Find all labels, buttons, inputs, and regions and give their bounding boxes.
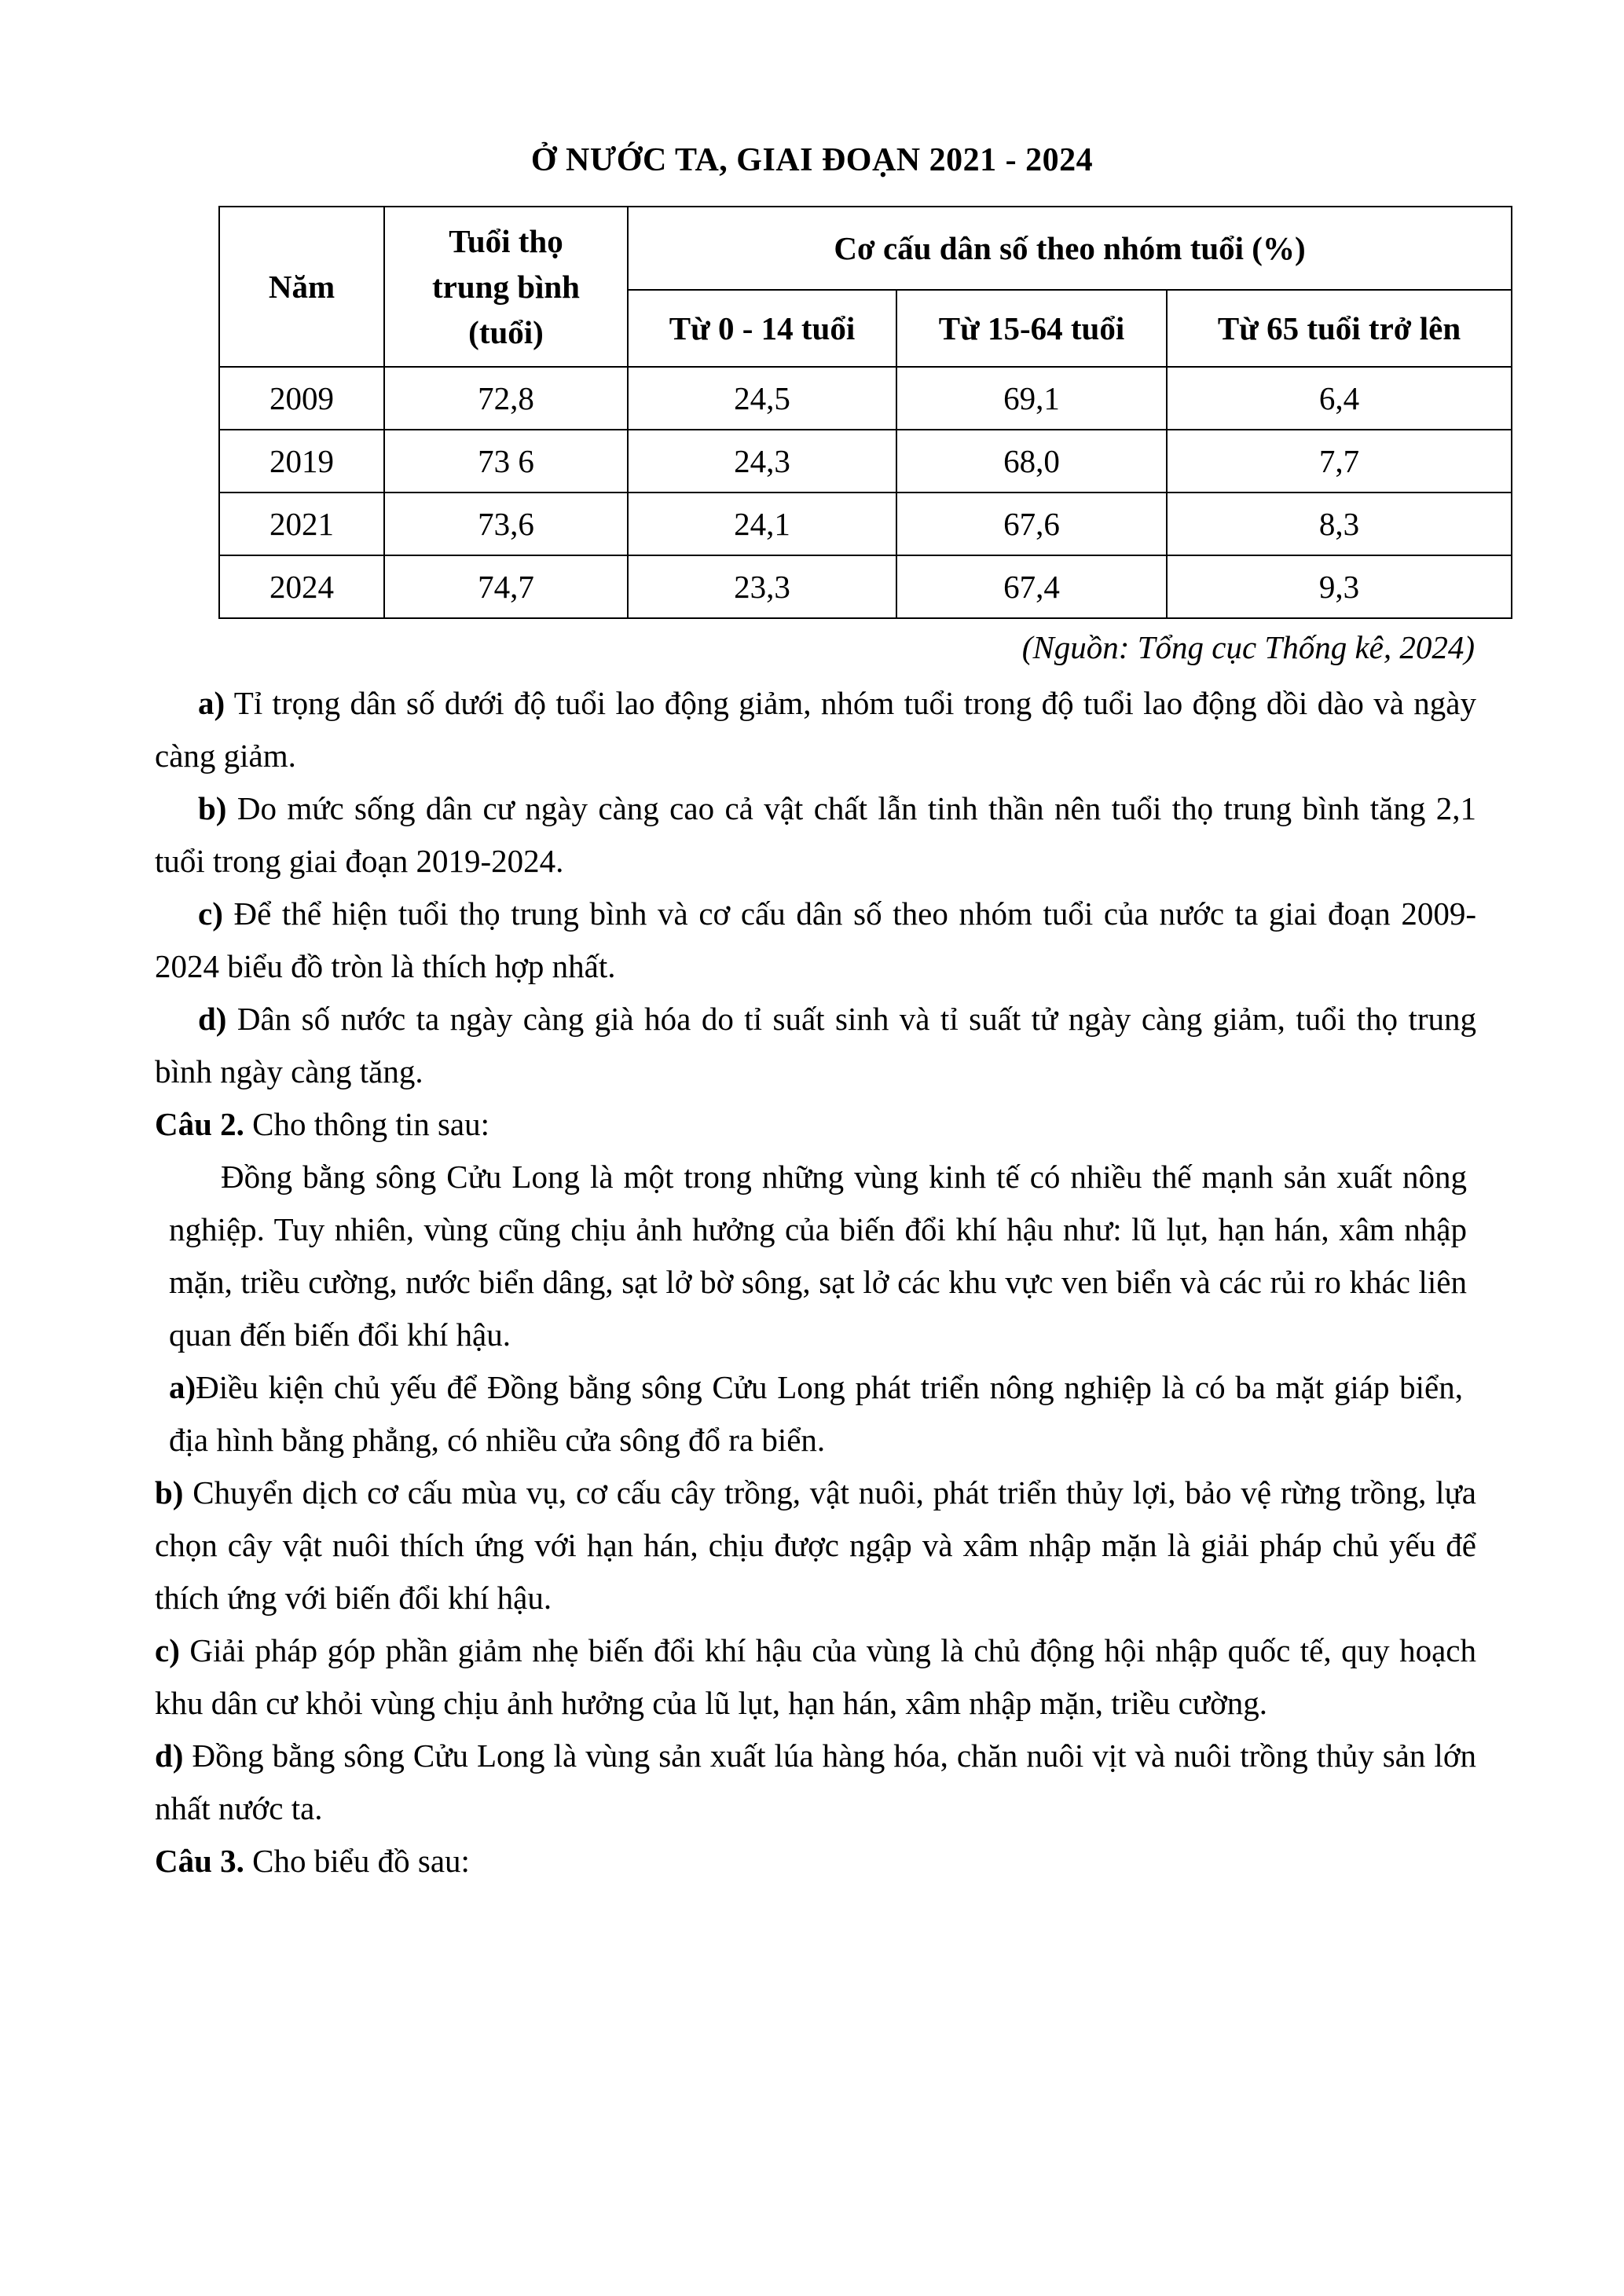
q2-option-c bbox=[155, 1624, 1476, 1730]
q1-option-b bbox=[155, 782, 1476, 888]
q1-option-d-text: Dân số nước ta ngày càng già hóa do tỉ suất sinh và tỉ suất tử ngày càng giảm, tuổi thọ trung bình ngày càng tăng. bbox=[155, 1001, 1476, 1089]
cell-age-15-64: 67,4 bbox=[896, 555, 1167, 618]
header-year-column: Năm bbox=[219, 207, 384, 367]
cell-year: 2019 bbox=[219, 430, 384, 493]
cell-life-expectancy: 74,7 bbox=[384, 555, 628, 618]
q1-option-a-text: Tỉ trọng dân số dưới độ tuổi lao động giảm, nhóm tuổi trong độ tuổi lao động dồi dào và ngày càng giảm. bbox=[155, 685, 1476, 774]
question-2-heading-text: Cho thông tin sau: bbox=[244, 1106, 489, 1142]
cell-life-expectancy: 72,8 bbox=[384, 367, 628, 430]
cell-life-expectancy: 73 6 bbox=[384, 430, 628, 493]
table-row-2019 bbox=[219, 430, 1512, 493]
cell-age-15-64: 68,0 bbox=[896, 430, 1167, 493]
q2-option-a-text: Điều kiện chủ yếu để Đồng bằng sông Cửu Long phát triển nông nghiệp là có ba mặt giáp biển, địa hình bằng phẳng, có nhiều cửa sông đổ ra biển. bbox=[169, 1369, 1463, 1458]
table-header-row-1 bbox=[219, 207, 1512, 290]
table-row-2024 bbox=[219, 555, 1512, 618]
q1-option-b-text: Do mức sống dân cư ngày càng cao cả vật chất lẫn tinh thần nên tuổi thọ trung bình tăng 2,1 tuổi trong giai đoạn 2019-2024. bbox=[155, 790, 1476, 879]
cell-year: 2021 bbox=[219, 493, 384, 555]
page-title: Ở NƯỚC TA, GIAI ĐOẠN 2021 - 2024 bbox=[530, 142, 1094, 178]
cell-year: 2009 bbox=[219, 367, 384, 430]
question-2-number: Câu 2. bbox=[155, 1106, 244, 1142]
population-table bbox=[218, 206, 1512, 619]
question-3-number: Câu 3. bbox=[155, 1843, 244, 1879]
table-row-2021 bbox=[219, 493, 1512, 555]
cell-age-65-plus: 8,3 bbox=[1167, 493, 1512, 555]
q2-option-c-label: c) bbox=[155, 1632, 180, 1668]
q2-option-d bbox=[155, 1730, 1476, 1835]
cell-age-15-64: 69,1 bbox=[896, 367, 1167, 430]
q1-option-c-label: c) bbox=[198, 895, 223, 932]
cell-age-65-plus: 6,4 bbox=[1167, 367, 1512, 430]
q1-option-b-label: b) bbox=[198, 790, 227, 826]
header-life-expectancy-line-3: (tuổi) bbox=[468, 314, 544, 350]
cell-age-0-14: 24,1 bbox=[628, 493, 896, 555]
question-2-intro: Đồng bằng sông Cửu Long là một trong những vùng kinh tế có nhiều thế mạnh sản xuất nông nghiệp. Tuy nhiên, vùng cũng chịu ảnh hưởng của biến đổi khí hậu như: lũ lụt, hạn hán, xâm nhập mặn, triều cường, nước biển dâng, sạt lở bờ sông, sạt lở các khu vực ven biển và các rủi ro khác liên quan đến biến đổi khí hậu. bbox=[169, 1159, 1467, 1353]
q2-option-b bbox=[155, 1467, 1476, 1624]
question-3-heading bbox=[155, 1835, 1476, 1888]
table-source-note: (Nguồn: Tổng cục Thống kê, 2024) bbox=[1021, 629, 1475, 665]
header-life-expectancy-line-1: Tuổi thọ bbox=[449, 223, 563, 259]
header-life-expectancy-column bbox=[384, 207, 628, 367]
table-row-2009 bbox=[219, 367, 1512, 430]
cell-age-0-14: 24,5 bbox=[628, 367, 896, 430]
q1-option-c bbox=[155, 888, 1476, 993]
cell-age-15-64: 67,6 bbox=[896, 493, 1167, 555]
cell-age-65-plus: 7,7 bbox=[1167, 430, 1512, 493]
q2-option-d-label: d) bbox=[155, 1738, 184, 1774]
q1-option-d-label: d) bbox=[198, 1001, 227, 1037]
q2-option-b-label: b) bbox=[155, 1474, 184, 1511]
cell-age-65-plus: 9,3 bbox=[1167, 555, 1512, 618]
cell-year: 2024 bbox=[219, 555, 384, 618]
subheader-age-15-64: Từ 15-64 tuổi bbox=[896, 290, 1167, 367]
q1-option-c-text: Để thể hiện tuổi thọ trung bình và cơ cấu dân số theo nhóm tuổi của nước ta giai đoạn 2009-2024 biểu đồ tròn là thích hợp nhất. bbox=[155, 895, 1476, 984]
q1-option-a bbox=[155, 677, 1476, 782]
q1-option-d bbox=[155, 993, 1476, 1098]
cell-life-expectancy: 73,6 bbox=[384, 493, 628, 555]
subheader-age-65-plus: Từ 65 tuổi trở lên bbox=[1167, 290, 1512, 367]
q2-option-c-text: Giải pháp góp phần giảm nhẹ biến đổi khí hậu của vùng là chủ động hội nhập quốc tế, quy hoạch khu dân cư khỏi vùng chịu ảnh hưởng của lũ lụt, hạn hán, xâm nhập mặn, triều cường. bbox=[155, 1632, 1476, 1721]
question-2-heading bbox=[155, 1098, 1476, 1151]
cell-age-0-14: 24,3 bbox=[628, 430, 896, 493]
header-age-structure-group: Cơ cấu dân số theo nhóm tuổi (%) bbox=[628, 207, 1512, 290]
cell-age-0-14: 23,3 bbox=[628, 555, 896, 618]
subheader-age-0-14: Từ 0 - 14 tuổi bbox=[628, 290, 896, 367]
q2-option-a-label: a) bbox=[169, 1369, 196, 1405]
q2-option-a bbox=[169, 1361, 1463, 1467]
q1-option-a-label: a) bbox=[198, 685, 225, 721]
header-life-expectancy-line-2: trung bình bbox=[431, 269, 580, 305]
question-3-heading-text: Cho biểu đồ sau: bbox=[244, 1843, 470, 1879]
q2-option-d-text: Đồng bằng sông Cửu Long là vùng sản xuất lúa hàng hóa, chăn nuôi vịt và nuôi trồng thủy sản lớn nhất nước ta. bbox=[155, 1738, 1476, 1826]
q2-option-b-text: Chuyển dịch cơ cấu mùa vụ, cơ cấu cây trồng, vật nuôi, phát triển thủy lợi, bảo vệ rừng trồng, lựa chọn cây vật nuôi thích ứng với hạn hán, chịu được ngập và xâm nhập mặn là giải pháp chủ yếu để thích ứng với biến đổi khí hậu. bbox=[155, 1474, 1476, 1616]
